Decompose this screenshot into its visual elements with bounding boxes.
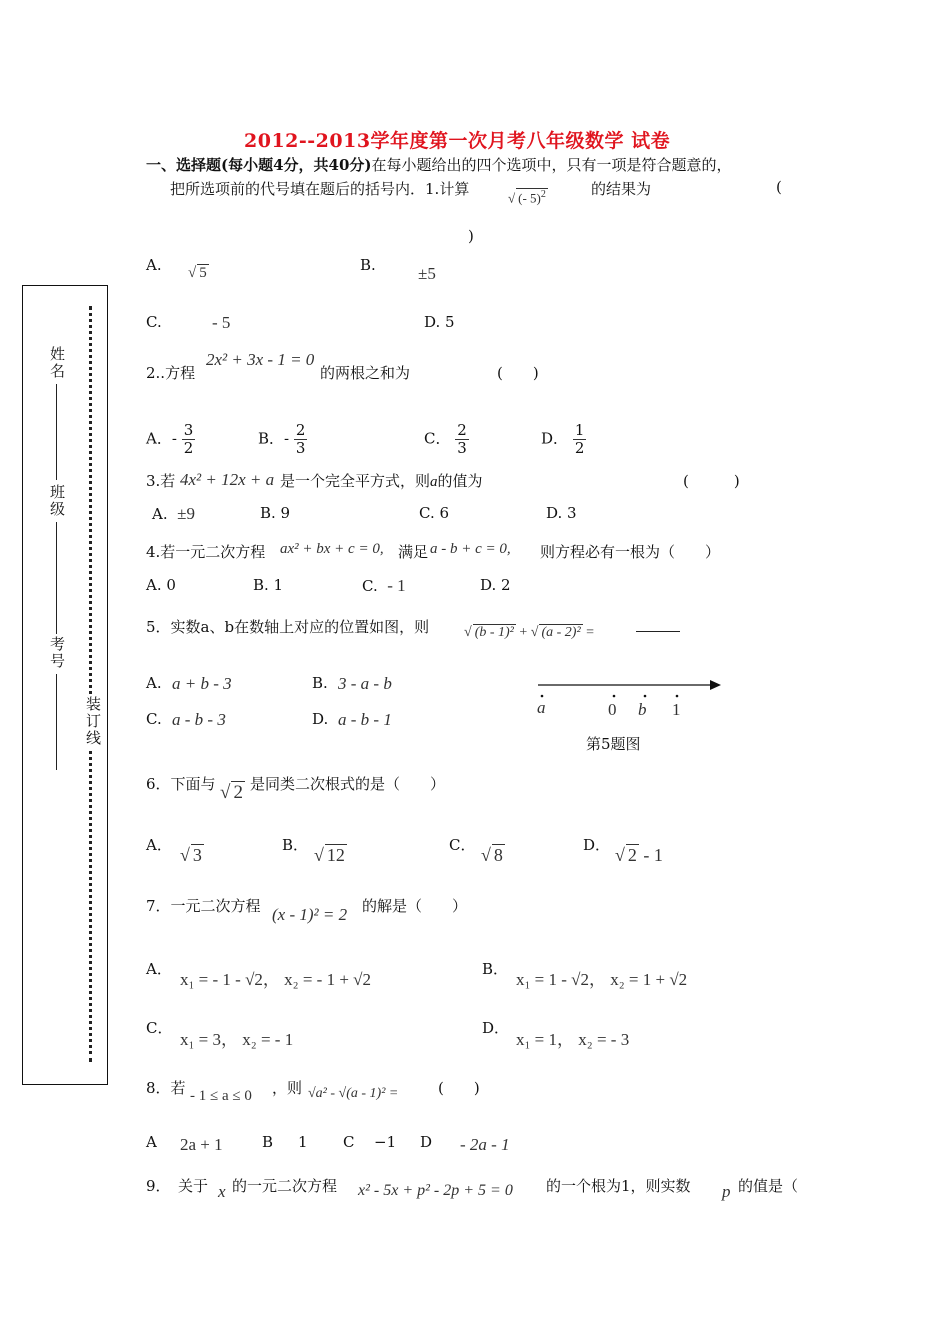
q3-option-b: B. 9	[260, 504, 291, 522]
q5-expression: √ (b - 1)² + √ (a - 2)² =	[464, 625, 595, 640]
q3-option-c: C. 6	[419, 504, 450, 522]
q6-option-d-label: D．	[583, 836, 611, 854]
q5-option-b-value: 3 - a - b	[338, 674, 392, 693]
class-line	[56, 522, 57, 634]
exam-number-line	[56, 674, 57, 770]
q1-option-b-label: B.	[360, 256, 376, 274]
q3-expression: 4x² + 12x + a	[180, 470, 275, 489]
q9-tail: 的值是（	[738, 1177, 799, 1195]
q5-answer-blank	[636, 631, 680, 632]
q5-option-d-label: D.	[312, 710, 329, 728]
q1-paren-open: (	[776, 178, 782, 196]
q5-fig-label-a: a	[537, 698, 546, 717]
section-heading	[146, 154, 732, 175]
q6-option-b-value: √ 12	[314, 845, 345, 865]
q2-option-d: D． $\frac{1}{2}$	[541, 421, 585, 457]
q2-option-a: A．- $\frac{3}{2}$	[146, 421, 194, 457]
q1-stem-tail: 的结果为	[591, 180, 652, 198]
q3-paren: ( )	[683, 472, 740, 490]
section-title: 一、选择题(每小题4分，共40分)	[146, 156, 372, 174]
q5-option-a-value: a + b - 3	[172, 674, 232, 693]
q1-option-c-value: - 5	[212, 313, 231, 332]
q6-option-c-value: √ 8	[481, 845, 503, 865]
q2-option-c: C． $\frac{2}{3}$	[424, 421, 467, 457]
q3-suffix: 是一个完全平方式，则a的值为	[280, 472, 483, 490]
q5-fig-caption: 第5题图	[586, 735, 641, 753]
name-label: 姓名	[48, 346, 66, 380]
q8-option-b-value: 1	[298, 1133, 308, 1151]
q9-mid: 的一元二次方程	[232, 1177, 338, 1195]
section-intro-2	[170, 178, 469, 199]
q5-fig-label-b: b	[638, 700, 647, 719]
q7-option-b-value: x₁ = 1 - √2， x₂ = 1 + √2	[516, 970, 688, 989]
q8-option-b-label: B	[262, 1133, 274, 1151]
q4-suffix: 则方程必有一根为（ ）	[540, 543, 721, 561]
q5-option-c-value: a - b - 3	[172, 710, 226, 729]
q8-option-d-label: D	[420, 1133, 433, 1151]
q5-option-a-label: A.	[146, 674, 162, 692]
q4-option-b: B. 1	[253, 576, 284, 594]
q9-prefix: 9． 关于	[146, 1177, 209, 1195]
q4-option-d: D. 2	[480, 576, 511, 594]
binding-dotted-line	[89, 306, 92, 1062]
q7-option-a-value: x₁ = - 1 - √2， x₂ = - 1 + √2	[180, 970, 372, 989]
q6-option-c-label: C．	[449, 836, 476, 854]
q9-equation: x² - 5x + p² - 2p + 5 = 0	[358, 1182, 513, 1199]
page-title: 2012--2013学年度第一次月考八年级数学 试卷	[244, 130, 671, 152]
q8-prefix: 8．若	[146, 1079, 186, 1097]
q1-option-b-value: ±5	[418, 264, 436, 283]
q8-option-d-value: - 2a - 1	[460, 1135, 510, 1154]
q3-option-d: D. 3	[546, 504, 577, 522]
q1-option-a-value: √ 5	[188, 265, 207, 281]
q4-option-c: C. - 1	[362, 576, 406, 595]
q5-option-d-value: a - b - 1	[338, 710, 392, 729]
q7-suffix: 的解是（ ）	[362, 897, 468, 915]
q8-expression: √a² - √(a - 1)² =	[308, 1086, 399, 1101]
q5-option-b-label: B.	[312, 674, 328, 692]
q8-option-a-label: A	[146, 1133, 157, 1151]
q7-option-d-label: D．	[482, 1019, 510, 1037]
q1-option-d: D. 5	[424, 313, 455, 331]
q6-option-d-value: √ 2 - 1	[615, 845, 663, 865]
q9-suffix: 的一个根为1，则实数	[546, 1177, 691, 1195]
q3-option-a: A. ±9	[152, 504, 195, 523]
q6-option-b-label: B．	[282, 836, 309, 854]
q8-option-c-value: −1	[374, 1133, 397, 1151]
q3-prefix: 3.若	[146, 472, 176, 490]
q2-option-b: B．- $\frac{2}{3}$	[258, 421, 306, 457]
q5-stem: 5．实数a、b在数轴上对应的位置如图，则	[146, 618, 430, 636]
q8-option-c-label: C	[343, 1133, 355, 1151]
q4-option-a: A. 0	[146, 576, 176, 594]
q5-fig-label-1: 1	[672, 700, 681, 719]
q7-option-c-value: x₁ = 3， x₂ = - 1	[180, 1030, 294, 1049]
binding-box	[22, 285, 108, 1085]
exam-number-label: 考号	[48, 636, 66, 670]
q8-mid: ，则	[272, 1079, 303, 1097]
q5-fig-label-0: 0	[608, 700, 617, 719]
q8-paren: ( )	[438, 1079, 480, 1097]
q6-option-a-label: A．	[146, 836, 172, 854]
q7-option-a-label: A．	[146, 960, 172, 978]
q2-suffix: 的两根之和为	[320, 364, 411, 382]
q2-paren: ( )	[497, 364, 539, 382]
q8-option-a-value: 2a + 1	[180, 1135, 223, 1154]
q6-suffix: 是同类二次根式的是（ ）	[250, 775, 446, 793]
q2-prefix: 2..方程	[146, 364, 196, 382]
q6-option-a-value: √ 3	[180, 845, 202, 865]
q1-radical: √ (- 5)$^2$	[508, 189, 546, 206]
q1-option-a-label: A.	[146, 256, 162, 274]
q6-radical: √ 2	[220, 782, 243, 803]
q8-condition: - 1 ≤ a ≤ 0	[190, 1088, 252, 1104]
q4-equation-2: a - b + c = 0,	[430, 541, 511, 557]
q4-mid: 满足	[398, 543, 429, 561]
q7-option-d-value: x₁ = 1， x₂ = - 3	[516, 1030, 630, 1049]
name-line	[56, 384, 57, 480]
q6-prefix: 6．下面与	[146, 775, 216, 793]
class-label: 班级	[48, 484, 66, 518]
q1-radicand: (- 5)	[518, 190, 541, 206]
q7-option-b-label: B．	[482, 960, 509, 978]
q7-equation: (x - 1)² = 2	[272, 905, 348, 924]
q1-paren-close: )	[468, 227, 474, 245]
q7-option-c-label: C．	[146, 1019, 173, 1037]
q9-variable-x: x	[218, 1182, 226, 1201]
binding-line-label: 装订线	[84, 696, 102, 747]
q7-prefix: 7．一元二次方程	[146, 897, 261, 915]
q4-equation-1: ax² + bx + c = 0,	[280, 541, 384, 557]
q1-option-c-label: C.	[146, 313, 162, 331]
q5-number-line	[530, 674, 730, 704]
q9-variable-p: p	[722, 1182, 731, 1201]
q4-prefix: 4.若一元二次方程	[146, 543, 266, 561]
q5-option-c-label: C.	[146, 710, 162, 728]
section-intro-1: 在每小题给出的四个选项中，只有一项是符合题意的，	[371, 156, 732, 174]
q1-stem: 把所选项前的代号填在题后的括号内．1.计算	[170, 180, 470, 198]
q2-equation: 2x² + 3x - 1 = 0	[206, 350, 315, 369]
